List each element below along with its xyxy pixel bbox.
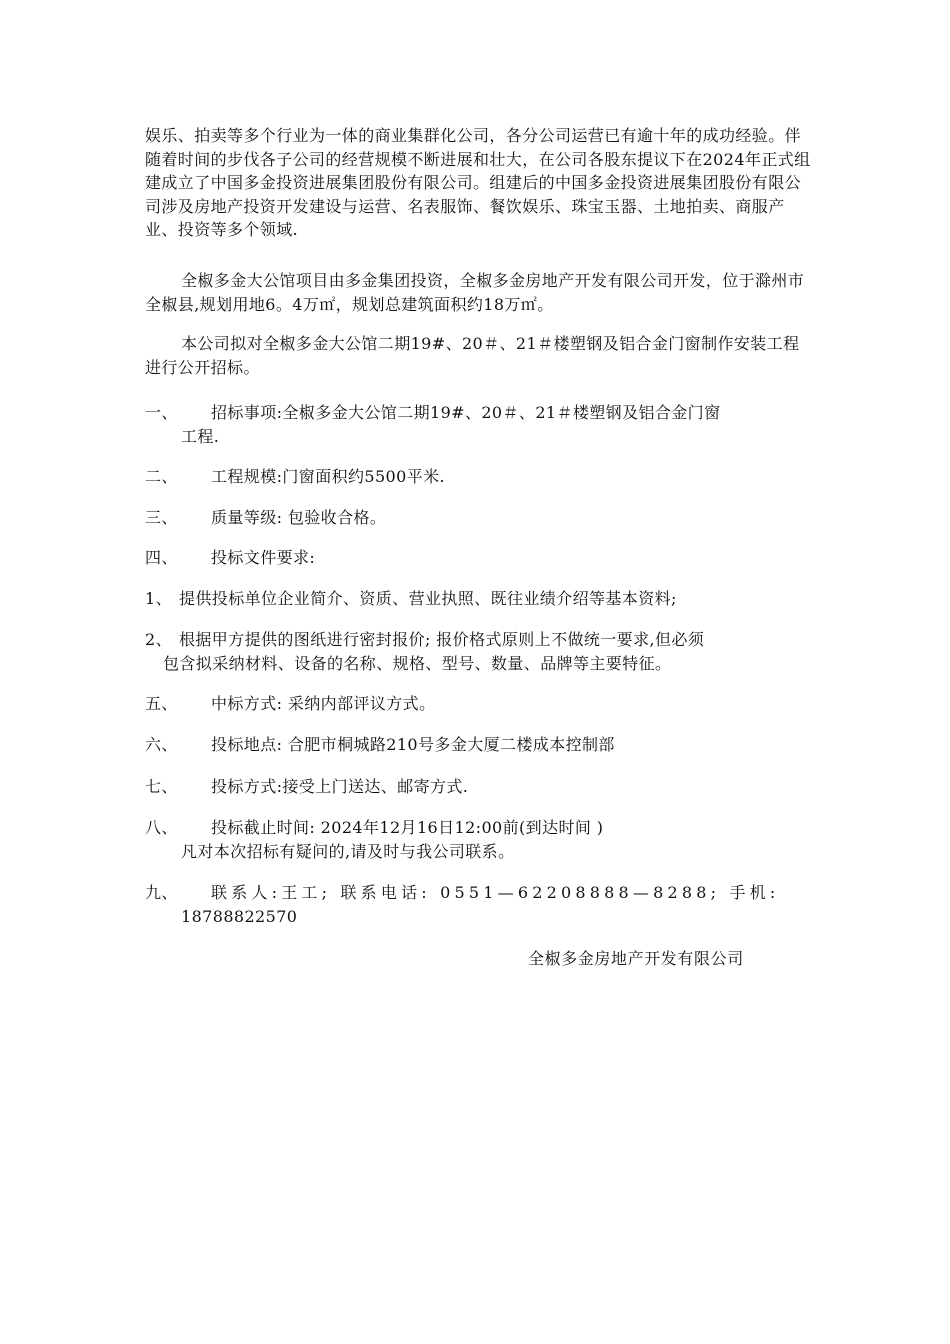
subitem-text-continued: 包含拟采纳材料、设备的名称、规格、型号、数量、品牌等主要特征。: [163, 654, 672, 673]
intro-paragraph-1: 娱乐、拍卖等多个行业为一体的商业集群化公司，各分公司运营已有逾十年的成功经验。伴随着时间的步伐各子公司的经营规模不断进展和壮大，在公司各股东提议下在2024年正式组建成立了中国多金投资进展集团股份有限公司。组建后的中国多金投资进展集团股份有限公司涉及房地产投资开发建设与运营、名表服饰、餐饮娱乐、珠宝玉器、土地拍卖、商服产业、投资等多个领域.: [145, 126, 811, 239]
item-number: 九、: [145, 883, 178, 902]
item-number: 三、: [145, 508, 178, 527]
item-number: 一、: [145, 403, 178, 422]
subitem-text: 提供投标单位企业简介、资质、营业执照、既往业绩介绍等基本资料;: [179, 589, 677, 608]
item-2: [145, 465, 815, 489]
item-number: 五、: [145, 694, 178, 713]
item-text: 工程规模:门窗面积约5500平米.: [211, 467, 445, 486]
item-5: [145, 692, 815, 716]
item-text-continued: 凡对本次招标有疑问的,请及时与我公司联系。: [181, 842, 515, 861]
subitem-number: 2、: [145, 630, 172, 649]
item-text: 投标方式:接受上门送达、邮寄方式.: [211, 777, 469, 796]
item-4: [145, 546, 815, 570]
subitem-number: 1、: [145, 589, 172, 608]
contact-text: 联系人:王工; 联系电话: 0551—62208888—8288; 手机:: [211, 883, 780, 902]
item-7: [145, 775, 815, 799]
intro-paragraph-3: 本公司拟对全椒多金大公馆二期19#、20＃、21＃楼塑钢及铝合金门窗制作安装工程进行公开招标。: [145, 334, 800, 377]
item-number: 七、: [145, 777, 178, 796]
item-6: [145, 733, 815, 757]
item-text: 质量等级: 包验收合格。: [211, 508, 387, 527]
item-text: 招标事项:全椒多金大公馆二期19#、20＃、21＃楼塑钢及铝合金门窗: [211, 403, 721, 422]
item-8: [145, 816, 815, 864]
item-number: 八、: [145, 818, 178, 837]
item-text: 投标文件要求:: [211, 548, 316, 567]
company-signature: 全椒多金房地产开发有限公司: [528, 949, 744, 968]
item-text: 投标截止时间: 2024年12月16日12:00前(到达时间 ): [211, 818, 604, 837]
item-3: [145, 506, 815, 530]
intro-paragraph-2: 全椒多金大公馆项目由多金集团投资，全椒多金房地产开发有限公司开发，位于滁州市全椒县,规划用地6。4万㎡，规划总建筑面积约18万㎡。: [145, 271, 805, 314]
contact-mobile: 18788822570: [181, 907, 298, 926]
item-text-continued: 工程.: [181, 427, 220, 446]
item-text: 中标方式: 采纳内部评议方式。: [211, 694, 436, 713]
subitem-2: [145, 628, 815, 676]
item-9: [145, 881, 815, 929]
subitem-text: 根据甲方提供的图纸进行密封报价; 报价格式原则上不做统一要求,但必须: [179, 630, 705, 649]
item-1: [145, 401, 815, 449]
item-number: 四、: [145, 548, 178, 567]
item-number: 六、: [145, 735, 178, 754]
subitem-1: [145, 587, 815, 611]
item-text: 投标地点: 合肥市桐城路210号多金大厦二楼成本控制部: [211, 735, 615, 754]
item-number: 二、: [145, 467, 178, 486]
